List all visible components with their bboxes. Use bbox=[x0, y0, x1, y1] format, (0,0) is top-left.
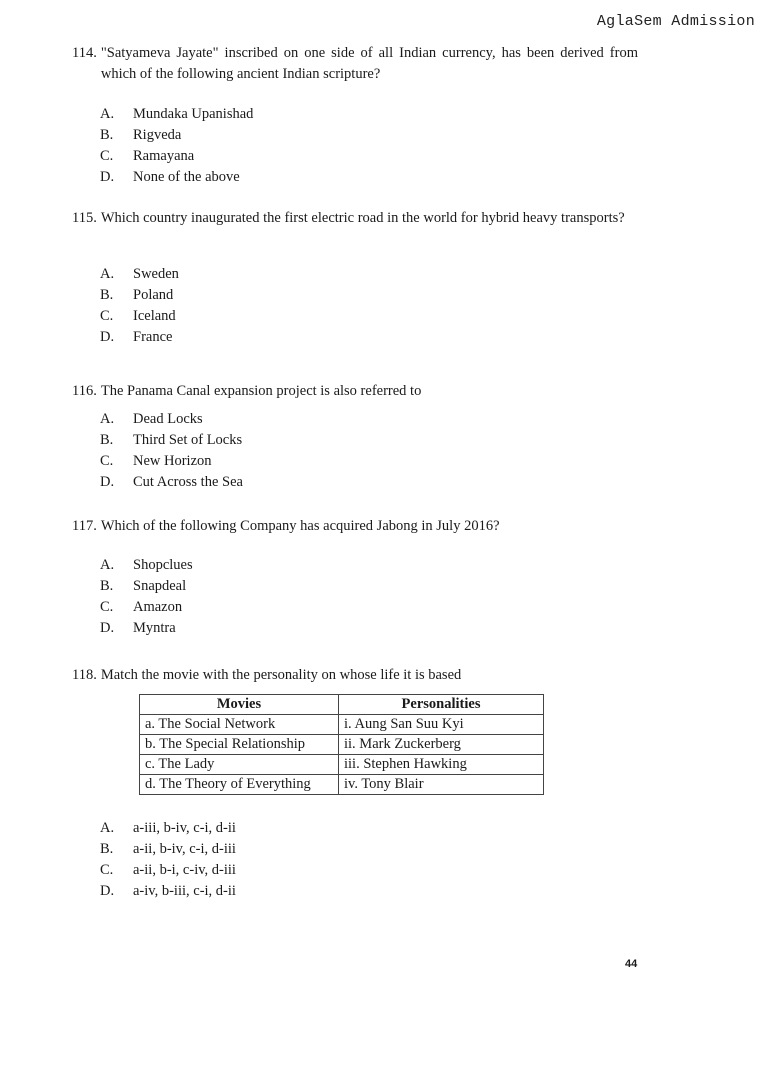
option-text: Mundaka Upanishad bbox=[133, 106, 254, 122]
question-116 bbox=[72, 381, 638, 402]
question-118 bbox=[72, 665, 638, 686]
option-letter: D. bbox=[100, 620, 115, 636]
option-d bbox=[100, 881, 236, 902]
table-row bbox=[140, 715, 544, 735]
option-a bbox=[100, 555, 193, 576]
option-text: Ramayana bbox=[133, 148, 195, 164]
option-d bbox=[100, 327, 179, 348]
watermark: AglaSem Admission bbox=[596, 13, 755, 30]
table-cell: b. The Special Relationship bbox=[140, 735, 339, 755]
option-letter: C. bbox=[100, 308, 114, 324]
question-114 bbox=[72, 43, 638, 85]
table-row bbox=[140, 775, 544, 795]
question-text: "Satyameva Jayate" inscribed on one side of all Indian currency, has been derived from which of the following ancient Indian scripture? bbox=[100, 45, 638, 82]
option-letter: B. bbox=[100, 578, 114, 594]
option-d bbox=[100, 167, 253, 188]
option-text: None of the above bbox=[133, 169, 240, 185]
table-cell: c. The Lady bbox=[140, 755, 339, 775]
option-letter: A. bbox=[100, 820, 115, 836]
table-header-row bbox=[140, 695, 544, 715]
question-117 bbox=[72, 516, 638, 537]
option-text: Cut Across the Sea bbox=[133, 474, 243, 490]
option-letter: D. bbox=[100, 329, 115, 345]
option-text: New Horizon bbox=[133, 453, 212, 469]
option-text: Shopclues bbox=[133, 557, 193, 573]
option-text: Amazon bbox=[133, 599, 183, 615]
option-d bbox=[100, 618, 193, 639]
column-header-movies: Movies bbox=[140, 695, 339, 715]
question-number: 116. bbox=[72, 383, 97, 399]
option-text: a-iv, b-iii, c-i, d-ii bbox=[133, 883, 236, 899]
option-text: a-iii, b-iv, c-i, d-ii bbox=[133, 820, 236, 836]
option-letter: A. bbox=[100, 411, 115, 427]
option-letter: B. bbox=[100, 127, 114, 143]
option-c bbox=[100, 306, 179, 327]
table-cell: d. The Theory of Everything bbox=[140, 775, 339, 795]
option-c bbox=[100, 860, 236, 881]
options-118 bbox=[100, 818, 236, 902]
option-d bbox=[100, 472, 243, 493]
question-number: 118. bbox=[72, 667, 97, 683]
option-b bbox=[100, 430, 243, 451]
table-row bbox=[140, 735, 544, 755]
option-letter: B. bbox=[100, 841, 114, 857]
option-a bbox=[100, 264, 179, 285]
option-text: Myntra bbox=[133, 620, 176, 636]
option-b bbox=[100, 839, 236, 860]
options-116 bbox=[100, 409, 243, 493]
question-number: 117. bbox=[72, 518, 97, 534]
option-a bbox=[100, 104, 253, 125]
option-a bbox=[100, 818, 236, 839]
option-letter: C. bbox=[100, 453, 114, 469]
option-letter: B. bbox=[100, 432, 114, 448]
option-letter: C. bbox=[100, 148, 114, 164]
table-cell: iii. Stephen Hawking bbox=[339, 755, 544, 775]
option-text: Snapdeal bbox=[133, 578, 187, 594]
option-letter: D. bbox=[100, 169, 115, 185]
options-117 bbox=[100, 555, 193, 639]
options-114 bbox=[100, 104, 253, 188]
option-text: France bbox=[133, 329, 173, 345]
option-text: Sweden bbox=[133, 266, 179, 282]
option-text: Third Set of Locks bbox=[133, 432, 243, 448]
page-number: 44 bbox=[625, 958, 638, 970]
option-letter: C. bbox=[100, 599, 114, 615]
option-letter: D. bbox=[100, 474, 115, 490]
option-c bbox=[100, 597, 193, 618]
option-letter: B. bbox=[100, 287, 114, 303]
option-b bbox=[100, 576, 193, 597]
option-letter: D. bbox=[100, 883, 115, 899]
option-text: Rigveda bbox=[133, 127, 182, 143]
table-cell: a. The Social Network bbox=[140, 715, 339, 735]
option-text: Dead Locks bbox=[133, 411, 203, 427]
option-letter: A. bbox=[100, 557, 115, 573]
option-c bbox=[100, 451, 243, 472]
column-header-personalities: Personalities bbox=[339, 695, 544, 715]
options-115 bbox=[100, 264, 179, 348]
option-c bbox=[100, 146, 253, 167]
option-text: Iceland bbox=[133, 308, 176, 324]
option-text: Poland bbox=[133, 287, 174, 303]
option-b bbox=[100, 285, 179, 306]
question-text: Match the movie with the personality on whose life it is based bbox=[100, 667, 462, 683]
table-cell: ii. Mark Zuckerberg bbox=[339, 735, 544, 755]
question-number: 115. bbox=[72, 210, 97, 226]
question-number: 114. bbox=[72, 45, 97, 61]
option-b bbox=[100, 125, 253, 146]
table-cell: iv. Tony Blair bbox=[339, 775, 544, 795]
option-text: a-ii, b-i, c-iv, d-iii bbox=[133, 862, 236, 878]
option-text: a-ii, b-iv, c-i, d-iii bbox=[133, 841, 236, 857]
question-text: The Panama Canal expansion project is also referred to bbox=[100, 383, 422, 399]
question-text: Which country inaugurated the first electric road in the world for hybrid heavy transports? bbox=[100, 210, 625, 226]
option-letter: A. bbox=[100, 106, 115, 122]
option-a bbox=[100, 409, 243, 430]
match-table bbox=[139, 694, 544, 795]
table-cell: i. Aung San Suu Kyi bbox=[339, 715, 544, 735]
option-letter: A. bbox=[100, 266, 115, 282]
option-letter: C. bbox=[100, 862, 114, 878]
question-text: Which of the following Company has acquired Jabong in July 2016? bbox=[100, 518, 500, 534]
table-row bbox=[140, 755, 544, 775]
question-115 bbox=[72, 208, 638, 229]
